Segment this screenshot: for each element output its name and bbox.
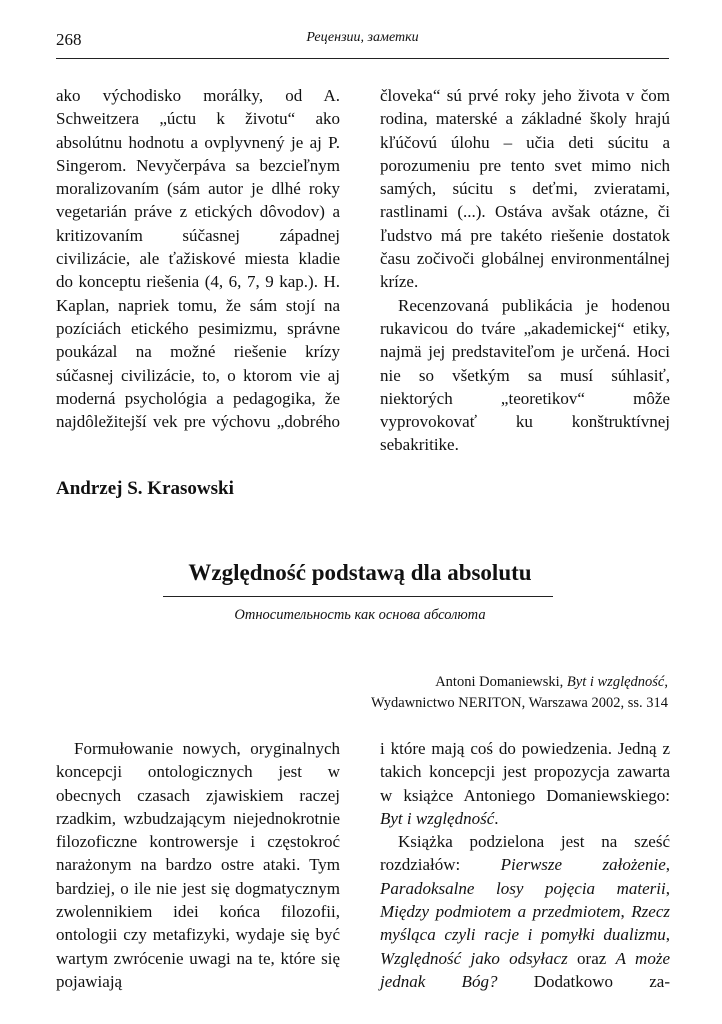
chapter-title: Między podmiotem a przedmiotem bbox=[380, 902, 621, 922]
paragraph: Formułowanie nowych, oryginalnych koncepcji ontologicznych jest w obecnych czasach zjawiskiem raczej rzadkim, wzbudzającym niejednokrotnie filozoficzne kontrowersje i częstokroć narażonym na bardzo ostre ataki. Tym bardziej, o ile nie jest się dogmatycznym zwolennikiem idei końca filozofii, ontologii czy metafizyki, wydaje się być wartym zwrócenie uwagi na te, które się pojawiają bbox=[56, 739, 340, 991]
review-subtitle: Относительность как основа абсолюта bbox=[234, 607, 486, 623]
citation-author: Antoni Domaniewski, bbox=[435, 674, 567, 690]
text-run: Książka podzielona jest na sześć rozdziałów: bbox=[380, 832, 670, 875]
text-run: i które mają coś do powiedzenia. Jedną z takich koncepcji jest propozycja zawarta w książce Antoniego Domaniewskiego: bbox=[380, 739, 670, 805]
text-run: , bbox=[665, 878, 670, 898]
right-column-top bbox=[380, 84, 670, 457]
citation bbox=[371, 672, 668, 714]
reviewer-name: Andrzej S. Krasowski bbox=[56, 478, 234, 499]
header-rule bbox=[56, 58, 669, 59]
chapter-title: Pierwsze założenie bbox=[500, 855, 666, 875]
paragraph bbox=[380, 737, 670, 830]
right-column-bottom bbox=[380, 737, 670, 993]
paragraph: človeka“ sú prvé roky jeho života v čom rodina, materské a základné školy hrajú kľúčovú úlohu – učia deti súcitu a porozumeniu pre tento svet mimo nich samých, súcitu s deťmi, zvieratami, rastlinami (...). Ostáva avšak otázne, či ľudstvo má pre takéto riešenie dostatok času zočivoči globálnej environmentálnej kríze. bbox=[380, 86, 670, 292]
left-column-top bbox=[56, 84, 340, 433]
paragraph: Recenzovaná publikácia je hodenou rukavicou do tváre „akademickej“ etiky, najmä jej predstaviteľom je určená. Hoci nie so všetkým sa musí súhlasiť, niektorých „teoretikov“ môže vyprovokovať ku konštruktívnej sebakritike. bbox=[380, 295, 670, 455]
text-run: , bbox=[665, 925, 670, 945]
chapter-title: Paradoksalne losy pojęcia materii bbox=[380, 878, 666, 898]
paragraph bbox=[380, 830, 670, 993]
citation-line-1 bbox=[371, 672, 668, 693]
running-head: Рецензии, заметки bbox=[306, 30, 419, 45]
chapter-title: Rzecz myśląca czyli racje i pomyłki dualizmu bbox=[380, 902, 670, 945]
text-run: . bbox=[494, 808, 499, 828]
book-title: Byt i względność bbox=[380, 808, 495, 828]
text-run: , bbox=[620, 902, 632, 922]
paragraph: ako východisko morálky, od A. Schweitzera „úctu k životu“ ako absolútnu hodnotu a ovplyvnený je aj P. Singerom. Nevyčerpáva sa bezcieľnym moralizovaním (sám autor je dlhé roky vegetarián práve z etických dôvodov) a kritizovaním súčasnej západnej civilizácie, ale ťažiskové miesta kladie do konceptu riešenia (4, 6, 7, 9 kap.). H. Kaplan, napriek tomu, že sám stojí na pozíciách etického pesimizmu, správne poukázal na možné riešenie krízy súčasnej civilizácie, to, o ktorom vie aj moderná psychológia a pedagogika, že najdôležitejší vek pre výchovu „dobrého bbox=[56, 86, 340, 432]
review-title: Względność podstawą dla absolutu bbox=[188, 560, 532, 585]
text-run: Dodatkowo za- bbox=[497, 971, 671, 991]
text-run: oraz bbox=[567, 948, 616, 968]
chapter-title: Względność jako odsyłacz bbox=[380, 948, 568, 968]
citation-punct: , bbox=[664, 674, 668, 690]
citation-book-title: Byt i względność bbox=[566, 674, 665, 690]
title-rule bbox=[163, 596, 553, 597]
citation-publisher: Wydawnictwo NERITON, Warszawa 2002, ss. 314 bbox=[370, 695, 668, 711]
chapter-title: A może jednak Bóg? bbox=[380, 948, 670, 991]
text-run: , bbox=[665, 855, 670, 875]
page-number: 268 bbox=[56, 30, 82, 49]
left-column-bottom bbox=[56, 737, 340, 993]
